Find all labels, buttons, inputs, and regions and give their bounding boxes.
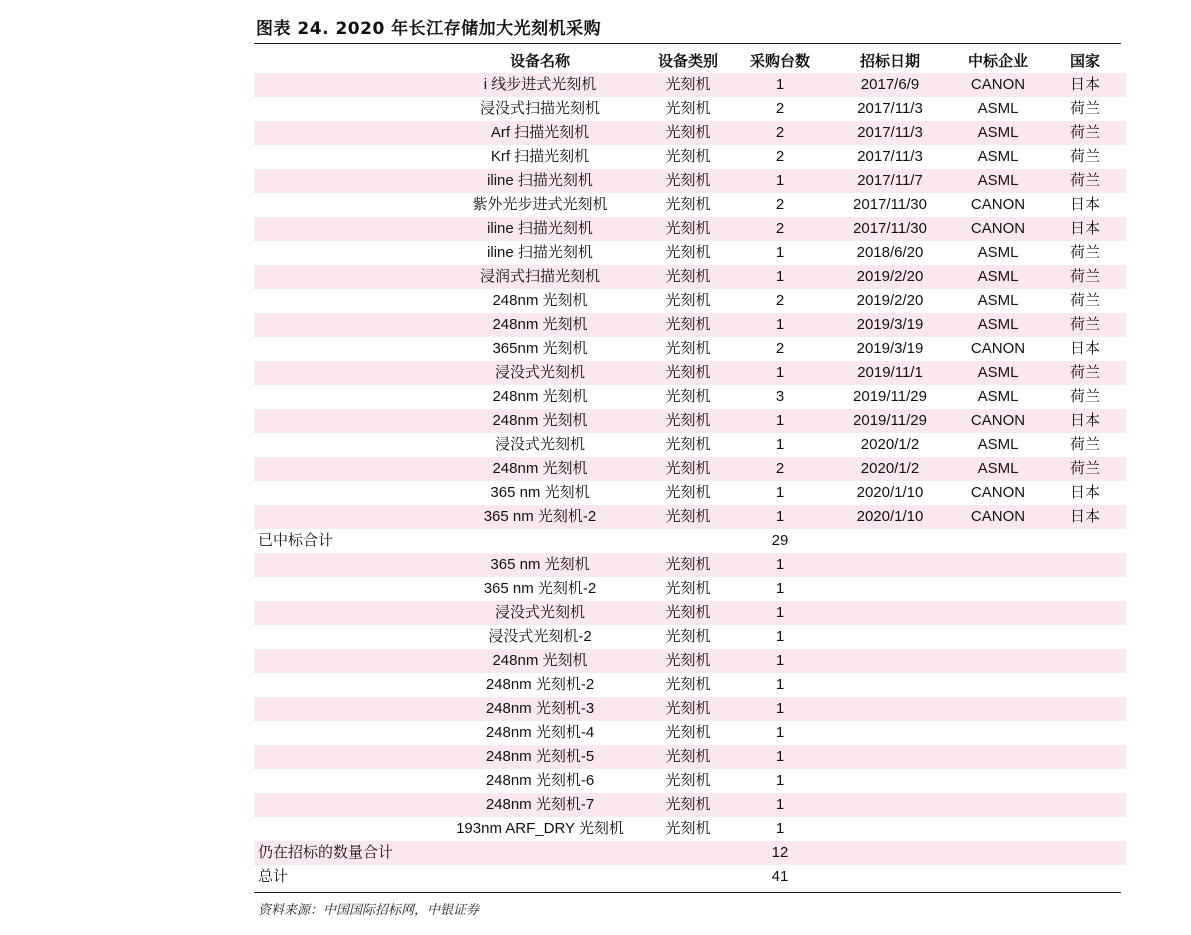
table-row — [254, 337, 1126, 361]
equipment-category: 光刻机 — [665, 268, 711, 285]
purchase-quantity: 1 — [775, 652, 785, 669]
winning-company: ASML — [977, 388, 1019, 405]
equipment-category: 光刻机 — [665, 556, 711, 573]
table-row — [254, 673, 1126, 697]
winning-company: CANON — [970, 412, 1026, 429]
pending-total-row — [254, 841, 1126, 865]
header-winning-company: 中标企业 — [967, 52, 1028, 70]
table-row — [254, 217, 1126, 241]
purchase-quantity: 1 — [775, 244, 785, 261]
equipment-category: 光刻机 — [665, 700, 711, 717]
purchase-quantity: 1 — [775, 556, 785, 573]
purchase-quantity: 2 — [775, 340, 785, 357]
header-tender-date: 招标日期 — [859, 52, 920, 70]
country: 荷兰 — [1069, 244, 1100, 261]
equipment-name: 浸没式光刻机-2 — [488, 628, 592, 645]
figure-title: 图表 24. 2020 年长江存储加大光刻机采购 — [256, 19, 602, 39]
tender-date: 2017/11/7 — [857, 172, 923, 189]
equipment-category: 光刻机 — [665, 340, 711, 357]
winning-company: CANON — [970, 220, 1026, 237]
table-row — [254, 697, 1126, 721]
grand-total-label: 总计 — [258, 868, 289, 885]
equipment-category: 光刻机 — [665, 388, 711, 405]
winning-company: ASML — [977, 268, 1019, 285]
header-equipment-name: 设备名称 — [509, 52, 570, 70]
tender-date: 2020/1/2 — [860, 436, 920, 453]
equipment-name: 365 nm 光刻机 — [490, 556, 590, 573]
tender-date: 2019/11/29 — [853, 388, 927, 405]
winning-company: CANON — [970, 508, 1026, 525]
purchase-quantity: 1 — [775, 172, 785, 189]
purchase-quantity: 1 — [775, 268, 785, 285]
equipment-name: 248nm 光刻机 — [492, 388, 588, 405]
table-row — [254, 721, 1126, 745]
country: 日本 — [1069, 484, 1100, 501]
purchase-quantity: 1 — [775, 316, 785, 333]
pending-total-value: 12 — [771, 844, 789, 861]
tender-date: 2020/1/10 — [856, 484, 924, 501]
purchase-quantity: 2 — [775, 220, 785, 237]
equipment-category: 光刻机 — [665, 724, 711, 741]
tender-date: 2020/1/10 — [856, 508, 924, 525]
winning-company: ASML — [977, 292, 1019, 309]
table-row — [254, 145, 1126, 169]
country: 荷兰 — [1069, 388, 1100, 405]
procurement-table — [254, 49, 1126, 889]
equipment-name: 248nm 光刻机 — [492, 292, 588, 309]
purchase-quantity: 2 — [775, 460, 785, 477]
equipment-category: 光刻机 — [665, 172, 711, 189]
equipment-name: 浸没式光刻机 — [494, 436, 585, 453]
purchase-quantity: 1 — [775, 772, 785, 789]
table-bottom-rule — [254, 892, 1121, 893]
winning-company: ASML — [977, 364, 1019, 381]
table-row — [254, 241, 1126, 265]
equipment-name: 248nm 光刻机-4 — [485, 724, 595, 741]
equipment-category: 光刻机 — [665, 508, 711, 525]
equipment-name: 紫外光步进式光刻机 — [472, 196, 608, 213]
purchase-quantity: 1 — [775, 820, 785, 837]
header-equipment-category: 设备类别 — [657, 52, 718, 70]
equipment-category: 光刻机 — [665, 652, 711, 669]
winning-company: ASML — [977, 436, 1019, 453]
header-purchase-quantity: 采购台数 — [749, 52, 810, 70]
winning-company: CANON — [970, 196, 1026, 213]
equipment-name: 248nm 光刻机-2 — [485, 676, 595, 693]
tender-date: 2017/6/9 — [860, 76, 920, 93]
equipment-category: 光刻机 — [665, 628, 711, 645]
equipment-name: 248nm 光刻机 — [492, 316, 588, 333]
awarded-total-row — [254, 529, 1126, 553]
purchase-quantity: 1 — [775, 676, 785, 693]
table-row — [254, 649, 1126, 673]
tender-date: 2017/11/3 — [857, 148, 923, 165]
country: 日本 — [1069, 76, 1100, 93]
table-row — [254, 625, 1126, 649]
table-row — [254, 121, 1126, 145]
country: 荷兰 — [1069, 148, 1100, 165]
equipment-category: 光刻机 — [665, 580, 711, 597]
purchase-quantity: 1 — [775, 604, 785, 621]
purchase-quantity: 1 — [775, 76, 785, 93]
equipment-category: 光刻机 — [665, 364, 711, 381]
purchase-quantity: 1 — [775, 700, 785, 717]
equipment-category: 光刻机 — [665, 196, 711, 213]
equipment-category: 光刻机 — [665, 412, 711, 429]
equipment-name: iline 扫描光刻机 — [487, 244, 593, 261]
winning-company: ASML — [977, 316, 1019, 333]
equipment-category: 光刻机 — [665, 148, 711, 165]
tender-date: 2019/2/20 — [856, 292, 924, 309]
purchase-quantity: 2 — [775, 100, 785, 117]
table-row — [254, 745, 1126, 769]
purchase-quantity: 1 — [775, 748, 785, 765]
equipment-name: 365 nm 光刻机-2 — [483, 580, 597, 597]
equipment-name: 248nm 光刻机-5 — [485, 748, 595, 765]
winning-company: ASML — [977, 100, 1019, 117]
table-row — [254, 481, 1126, 505]
equipment-category: 光刻机 — [665, 796, 711, 813]
table-row — [254, 193, 1126, 217]
tender-date: 2018/6/20 — [856, 244, 924, 261]
purchase-quantity: 1 — [775, 436, 785, 453]
purchase-quantity: 1 — [775, 796, 785, 813]
tender-date: 2017/11/30 — [853, 196, 927, 213]
table-header-row — [254, 49, 1126, 73]
equipment-name: 248nm 光刻机 — [492, 652, 588, 669]
equipment-name: Arf 扫描光刻机 — [490, 124, 590, 141]
winning-company: CANON — [970, 76, 1026, 93]
table-row — [254, 553, 1126, 577]
country: 荷兰 — [1069, 316, 1100, 333]
table-row — [254, 169, 1126, 193]
equipment-name: 浸润式扫描光刻机 — [479, 268, 600, 285]
equipment-name: Krf 扫描光刻机 — [490, 148, 590, 165]
equipment-category: 光刻机 — [665, 460, 711, 477]
tender-date: 2017/11/30 — [853, 220, 927, 237]
country: 荷兰 — [1069, 268, 1100, 285]
purchase-quantity: 1 — [775, 412, 785, 429]
table-row — [254, 73, 1126, 97]
awarded-total-label: 已中标合计 — [258, 532, 334, 549]
table-row — [254, 817, 1126, 841]
purchase-quantity: 2 — [775, 292, 785, 309]
purchase-quantity: 1 — [775, 628, 785, 645]
winning-company: ASML — [977, 244, 1019, 261]
table-row — [254, 409, 1126, 433]
equipment-name: 248nm 光刻机-3 — [485, 700, 595, 717]
table-row — [254, 505, 1126, 529]
purchase-quantity: 2 — [775, 148, 785, 165]
tender-date: 2019/2/20 — [856, 268, 924, 285]
equipment-name: i 线步进式光刻机 — [483, 76, 597, 93]
equipment-category: 光刻机 — [665, 820, 711, 837]
table-row — [254, 97, 1126, 121]
table-row — [254, 385, 1126, 409]
winning-company: CANON — [970, 340, 1026, 357]
tender-date: 2017/11/3 — [857, 124, 923, 141]
equipment-name: 248nm 光刻机 — [492, 460, 588, 477]
equipment-category: 光刻机 — [665, 748, 711, 765]
country: 荷兰 — [1069, 436, 1100, 453]
grand-total-row — [254, 865, 1126, 889]
equipment-category: 光刻机 — [665, 676, 711, 693]
table-row — [254, 577, 1126, 601]
country: 日本 — [1069, 412, 1100, 429]
equipment-name: 365 nm 光刻机 — [490, 484, 590, 501]
header-country: 国家 — [1069, 52, 1100, 70]
table-top-rule — [254, 43, 1121, 44]
winning-company: ASML — [977, 124, 1019, 141]
table-row — [254, 433, 1126, 457]
table-row — [254, 361, 1126, 385]
equipment-name: iline 扫描光刻机 — [487, 172, 593, 189]
tender-date: 2020/1/2 — [860, 460, 920, 477]
country: 日本 — [1069, 508, 1100, 525]
country: 荷兰 — [1069, 292, 1100, 309]
winning-company: ASML — [977, 148, 1019, 165]
pending-total-label: 仍在招标的数量合计 — [258, 844, 394, 861]
equipment-category: 光刻机 — [665, 244, 711, 261]
country: 荷兰 — [1069, 100, 1100, 117]
table-row — [254, 769, 1126, 793]
equipment-name: 248nm 光刻机 — [492, 412, 588, 429]
country: 日本 — [1069, 220, 1100, 237]
equipment-category: 光刻机 — [665, 484, 711, 501]
tender-date: 2019/3/19 — [856, 340, 924, 357]
country: 荷兰 — [1069, 172, 1100, 189]
tender-date: 2019/11/29 — [853, 412, 927, 429]
table-row — [254, 457, 1126, 481]
grand-total-value: 41 — [771, 868, 789, 885]
equipment-name: iline 扫描光刻机 — [487, 220, 593, 237]
table-row — [254, 793, 1126, 817]
purchase-quantity: 1 — [775, 724, 785, 741]
equipment-category: 光刻机 — [665, 292, 711, 309]
winning-company: CANON — [970, 484, 1026, 501]
tender-date: 2019/11/1 — [857, 364, 923, 381]
equipment-name: 浸没式扫描光刻机 — [479, 100, 600, 117]
equipment-category: 光刻机 — [665, 316, 711, 333]
purchase-quantity: 1 — [775, 484, 785, 501]
equipment-name: 浸没式光刻机 — [494, 364, 585, 381]
purchase-quantity: 1 — [775, 364, 785, 381]
equipment-name: 365 nm 光刻机-2 — [483, 508, 597, 525]
purchase-quantity: 1 — [775, 508, 785, 525]
source-note: 资料来源：中国国际招标网，中银证券 — [258, 903, 480, 918]
equipment-category: 光刻机 — [665, 124, 711, 141]
equipment-category: 光刻机 — [665, 220, 711, 237]
equipment-name: 365nm 光刻机 — [492, 340, 588, 357]
country: 荷兰 — [1069, 364, 1100, 381]
table-row — [254, 289, 1126, 313]
table-row — [254, 265, 1126, 289]
country: 日本 — [1069, 196, 1100, 213]
winning-company: ASML — [977, 460, 1019, 477]
equipment-category: 光刻机 — [665, 76, 711, 93]
purchase-quantity: 1 — [775, 580, 785, 597]
equipment-name: 193nm ARF_DRY 光刻机 — [456, 820, 624, 837]
country: 日本 — [1069, 340, 1100, 357]
equipment-category: 光刻机 — [665, 436, 711, 453]
awarded-rows — [254, 73, 1126, 529]
equipment-name: 浸没式光刻机 — [494, 604, 585, 621]
pending-rows — [254, 553, 1126, 841]
equipment-category: 光刻机 — [665, 772, 711, 789]
awarded-total-value: 29 — [771, 532, 789, 549]
equipment-category: 光刻机 — [665, 604, 711, 621]
purchase-quantity: 2 — [775, 124, 785, 141]
equipment-category: 光刻机 — [665, 100, 711, 117]
table-row — [254, 313, 1126, 337]
equipment-name: 248nm 光刻机-6 — [485, 772, 595, 789]
country: 荷兰 — [1069, 460, 1100, 477]
equipment-name: 248nm 光刻机-7 — [485, 796, 595, 813]
purchase-quantity: 3 — [775, 388, 785, 405]
country: 荷兰 — [1069, 124, 1100, 141]
purchase-quantity: 2 — [775, 196, 785, 213]
winning-company: ASML — [977, 172, 1019, 189]
tender-date: 2017/11/3 — [857, 100, 923, 117]
tender-date: 2019/3/19 — [856, 316, 924, 333]
table-row — [254, 601, 1126, 625]
